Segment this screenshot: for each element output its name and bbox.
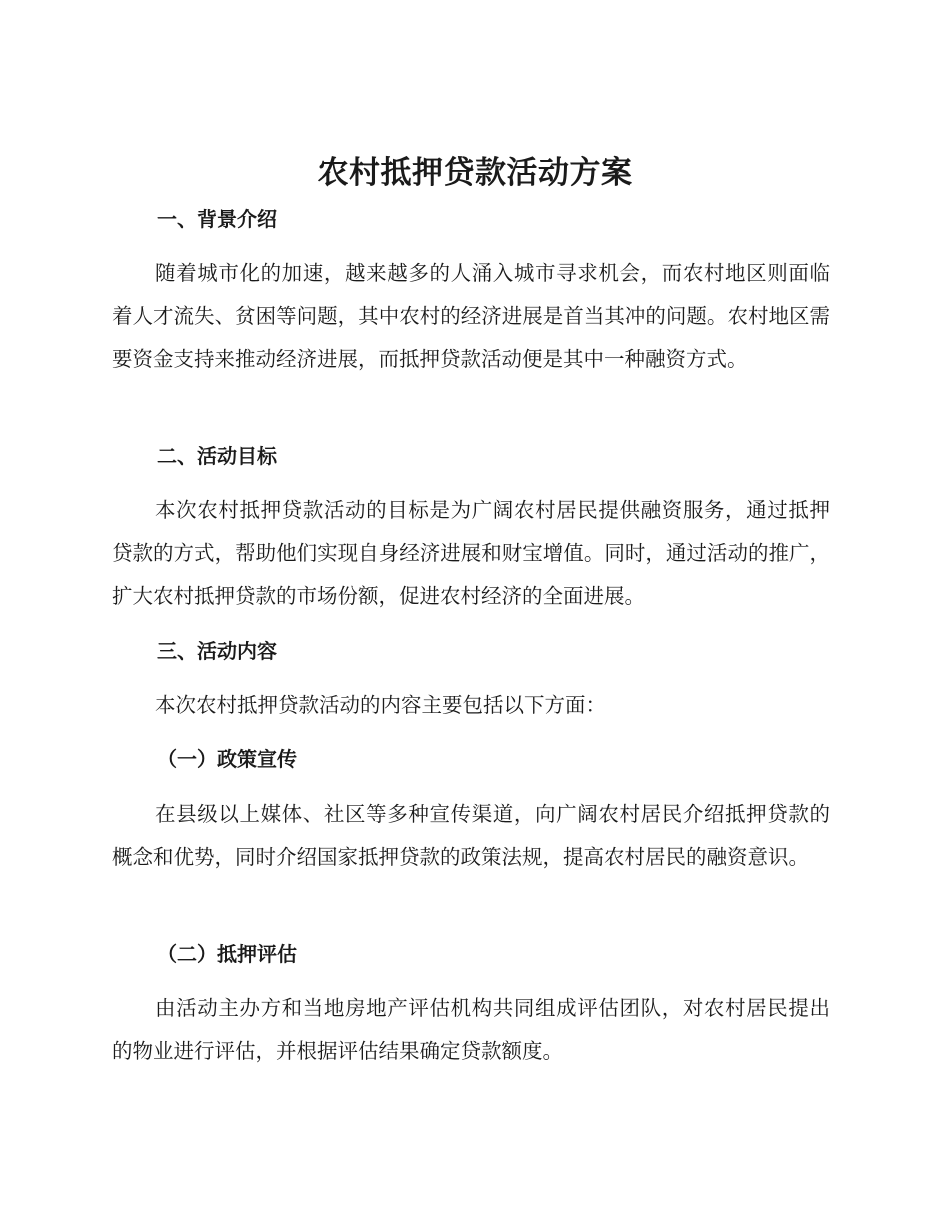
section-heading-background: 一、背景介绍 <box>157 207 277 231</box>
subsection-paragraph-assessment: 由活动主办方和当地房地产评估机构共同组成评估团队，对农村居民提出的物业进行评估，并根据评估结果确定贷款额度。 <box>112 996 830 1063</box>
subsection-paragraph-policy: 在县级以上媒体、社区等多种宣传渠道，向广阔农村居民介绍抵押贷款的概念和优势，同时介绍国家抵押贷款的政策法规，提高农村居民的融资意识。 <box>112 802 830 869</box>
section-paragraph-background: 随着城市化的加速，越来越多的人涌入城市寻求机会，而农村地区则面临着人才流失、贫困等问题，其中农村的经济进展是首当其冲的问题。农村地区需要资金支持来推动经济进展，而抵押贷款活动便是其中一种融资方式。 <box>112 261 830 371</box>
document-title: 农村抵押贷款活动方案 <box>317 155 633 191</box>
section-heading-content: 三、活动内容 <box>157 639 277 663</box>
section-heading-goals: 二、活动目标 <box>157 444 277 468</box>
section-paragraph-goals: 本次农村抵押贷款活动的目标是为广阔农村居民提供融资服务，通过抵押贷款的方式，帮助他们实现自身经济进展和财宝增值。同时，通过活动的推广，扩大农村抵押贷款的市场份额，促进农村经济的全面进展。 <box>112 498 830 608</box>
subsection-heading-assessment: （二）抵押评估 <box>157 942 297 966</box>
subsection-heading-policy: （一）政策宣传 <box>157 747 297 771</box>
section-paragraph-content: 本次农村抵押贷款活动的内容主要包括以下方面： <box>155 693 606 717</box>
